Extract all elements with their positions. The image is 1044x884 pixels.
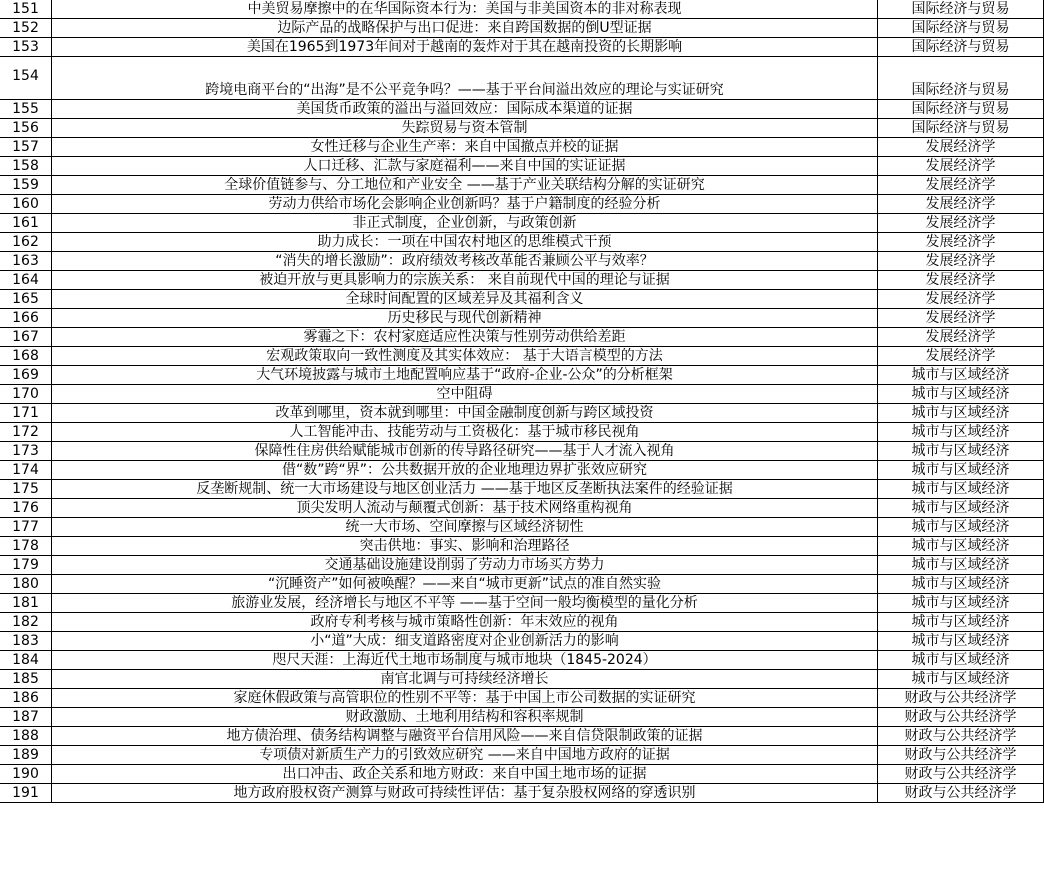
table-row [0, 575, 1044, 594]
table-row [0, 195, 1044, 214]
row-number-cell: 175 [0, 480, 52, 499]
row-number-cell: 182 [0, 613, 52, 632]
table-row [0, 233, 1044, 252]
paper-title-cell: 跨境电商平台的“出海”是不公平竞争吗？——基于平台间溢出效应的理论与实证研究 [52, 57, 878, 100]
paper-title-cell: 咫尺天涯：上海近代土地市场制度与城市地块（1845-2024） [52, 651, 878, 670]
category-cell: 城市与区域经济 [878, 670, 1044, 689]
paper-title-cell: 保障性住房供给赋能城市创新的传导路径研究——基于人才流入视角 [52, 442, 878, 461]
table-row [0, 366, 1044, 385]
row-number-cell: 171 [0, 404, 52, 423]
row-number-cell: 160 [0, 195, 52, 214]
row-number-cell: 173 [0, 442, 52, 461]
table-row [0, 746, 1044, 765]
paper-title-cell: 南官北调与可持续经济增长 [52, 670, 878, 689]
category-cell: 发展经济学 [878, 271, 1044, 290]
row-number-cell: 158 [0, 157, 52, 176]
table-row [0, 119, 1044, 138]
category-cell: 财政与公共经济学 [878, 784, 1044, 803]
paper-title-cell: 家庭休假政策与高管职位的性别不平等：基于中国上市公司数据的实证研究 [52, 689, 878, 708]
category-cell: 城市与区域经济 [878, 594, 1044, 613]
table-row [0, 100, 1044, 119]
row-number-cell: 169 [0, 366, 52, 385]
category-cell: 城市与区域经济 [878, 613, 1044, 632]
row-number-cell: 183 [0, 632, 52, 651]
table-row [0, 689, 1044, 708]
paper-title-cell: 边际产品的战略保护与出口促进：来自跨国数据的倒U型证据 [52, 19, 878, 38]
category-cell: 财政与公共经济学 [878, 689, 1044, 708]
row-number-cell: 184 [0, 651, 52, 670]
category-cell: 发展经济学 [878, 233, 1044, 252]
table-row [0, 252, 1044, 271]
paper-title-cell: 大气环境披露与城市土地配置响应基于“政府-企业-公众”的分析框架 [52, 366, 878, 385]
category-cell: 城市与区域经济 [878, 442, 1044, 461]
category-cell: 城市与区域经济 [878, 461, 1044, 480]
table-row [0, 480, 1044, 499]
paper-title-cell: 交通基础设施建设削弱了劳动力市场买方势力 [52, 556, 878, 575]
row-number-cell: 164 [0, 271, 52, 290]
table-row [0, 518, 1044, 537]
paper-title-cell: 失踪贸易与资本管制 [52, 119, 878, 138]
category-cell: 发展经济学 [878, 290, 1044, 309]
category-cell: 发展经济学 [878, 176, 1044, 195]
table-row [0, 765, 1044, 784]
table-row [0, 157, 1044, 176]
category-cell: 城市与区域经济 [878, 537, 1044, 556]
paper-title-cell: 出口冲击、政企关系和地方财政：来自中国土地市场的证据 [52, 765, 878, 784]
category-cell: 城市与区域经济 [878, 499, 1044, 518]
table-row [0, 442, 1044, 461]
category-cell: 发展经济学 [878, 328, 1044, 347]
category-cell: 城市与区域经济 [878, 632, 1044, 651]
row-number-cell: 188 [0, 727, 52, 746]
paper-title-cell: 被迫开放与更具影响力的宗族关系： 来自前现代中国的理论与证据 [52, 271, 878, 290]
row-number-cell: 181 [0, 594, 52, 613]
category-cell: 国际经济与贸易 [878, 38, 1044, 57]
table-row [0, 670, 1044, 689]
row-number-cell: 191 [0, 784, 52, 803]
paper-title-cell: 政府专利考核与城市策略性创新：年末效应的视角 [52, 613, 878, 632]
table-row [0, 271, 1044, 290]
paper-title-cell: 中美贸易摩擦中的在华国际资本行为：美国与非美国资本的非对称表现 [52, 0, 878, 19]
row-number-cell: 189 [0, 746, 52, 765]
category-cell: 国际经济与贸易 [878, 19, 1044, 38]
row-number-cell: 161 [0, 214, 52, 233]
table-row [0, 19, 1044, 38]
category-cell: 财政与公共经济学 [878, 765, 1044, 784]
paper-title-cell: “消失的增长激励”：政府绩效考核改革能否兼顾公平与效率？ [52, 252, 878, 271]
table-row [0, 138, 1044, 157]
row-number-cell: 156 [0, 119, 52, 138]
row-number-cell: 187 [0, 708, 52, 727]
row-number-cell: 185 [0, 670, 52, 689]
paper-title-cell: 宏观政策取向一致性测度及其实体效应： 基于大语言模型的方法 [52, 347, 878, 366]
table-row [0, 708, 1044, 727]
paper-title-cell: 顶尖发明人流动与颠覆式创新：基于技术网络重构视角 [52, 499, 878, 518]
row-number-cell: 162 [0, 233, 52, 252]
category-cell: 发展经济学 [878, 347, 1044, 366]
category-cell: 城市与区域经济 [878, 423, 1044, 442]
row-number-cell: 159 [0, 176, 52, 195]
category-cell: 发展经济学 [878, 157, 1044, 176]
table-row [0, 423, 1044, 442]
paper-title-cell: “沉睡资产”如何被唤醒？——来自“城市更新”试点的准自然实验 [52, 575, 878, 594]
paper-title-cell: 小“道”大成：细支道路密度对企业创新活力的影响 [52, 632, 878, 651]
paper-title-cell: 借“数”跨“界”：公共数据开放的企业地理边界扩张效应研究 [52, 461, 878, 480]
category-cell: 国际经济与贸易 [878, 100, 1044, 119]
category-cell: 城市与区域经济 [878, 366, 1044, 385]
row-number-cell: 170 [0, 385, 52, 404]
table-row [0, 651, 1044, 670]
category-cell: 发展经济学 [878, 214, 1044, 233]
row-number-cell: 153 [0, 38, 52, 57]
row-number-cell: 163 [0, 252, 52, 271]
paper-title-cell: 统一大市场、空间摩擦与区域经济韧性 [52, 518, 878, 537]
paper-title-cell: 改革到哪里，资本就到哪里：中国金融制度创新与跨区域投资 [52, 404, 878, 423]
category-cell: 财政与公共经济学 [878, 708, 1044, 727]
table-row [0, 613, 1044, 632]
paper-title-cell: 美国在1965到1973年间对于越南的轰炸对于其在越南投资的长期影响 [52, 38, 878, 57]
paper-title-cell: 财政激励、土地利用结构和容积率规制 [52, 708, 878, 727]
paper-title-cell: 非正式制度，企业创新，与政策创新 [52, 214, 878, 233]
paper-title-cell: 劳动力供给市场化会影响企业创新吗？基于户籍制度的经验分析 [52, 195, 878, 214]
category-cell: 城市与区域经济 [878, 518, 1044, 537]
category-cell: 城市与区域经济 [878, 385, 1044, 404]
row-number-cell: 177 [0, 518, 52, 537]
table-row [0, 57, 1044, 100]
table-row [0, 556, 1044, 575]
paper-title-cell: 突击供地：事实、影响和治理路径 [52, 537, 878, 556]
table-row [0, 176, 1044, 195]
category-cell: 发展经济学 [878, 195, 1044, 214]
row-number-cell: 180 [0, 575, 52, 594]
table-row [0, 499, 1044, 518]
paper-title-cell: 旅游业发展，经济增长与地区不平等 ——基于空间一般均衡模型的量化分析 [52, 594, 878, 613]
table-row [0, 461, 1044, 480]
row-number-cell: 172 [0, 423, 52, 442]
paper-title-cell: 全球价值链参与、分工地位和产业安全 ——基于产业关联结构分解的实证研究 [52, 176, 878, 195]
table-row [0, 385, 1044, 404]
row-number-cell: 154 [0, 57, 52, 100]
category-cell: 国际经济与贸易 [878, 119, 1044, 138]
paper-title-cell: 助力成长：一项在中国农村地区的思维模式干预 [52, 233, 878, 252]
row-number-cell: 157 [0, 138, 52, 157]
table-row [0, 404, 1044, 423]
table-row [0, 214, 1044, 233]
row-number-cell: 168 [0, 347, 52, 366]
paper-title-cell: 雾霾之下：农村家庭适应性决策与性别劳动供给差距 [52, 328, 878, 347]
table-row [0, 594, 1044, 613]
category-cell: 城市与区域经济 [878, 480, 1044, 499]
row-number-cell: 186 [0, 689, 52, 708]
category-cell: 发展经济学 [878, 138, 1044, 157]
paper-title-cell: 人口迁移、汇款与家庭福利——来自中国的实证证据 [52, 157, 878, 176]
row-number-cell: 166 [0, 309, 52, 328]
row-number-cell: 152 [0, 19, 52, 38]
paper-title-cell: 地方政府股权资产测算与财政可持续性评估：基于复杂股权网络的穿透识别 [52, 784, 878, 803]
category-cell: 财政与公共经济学 [878, 727, 1044, 746]
paper-title-cell: 女性迁移与企业生产率：来自中国撤点并校的证据 [52, 138, 878, 157]
table-row [0, 632, 1044, 651]
row-number-cell: 179 [0, 556, 52, 575]
paper-title-cell: 历史移民与现代创新精神 [52, 309, 878, 328]
row-number-cell: 174 [0, 461, 52, 480]
table-row [0, 328, 1044, 347]
table-row [0, 0, 1044, 19]
row-number-cell: 165 [0, 290, 52, 309]
paper-title-cell: 空中阻碍 [52, 385, 878, 404]
category-cell: 国际经济与贸易 [878, 0, 1044, 19]
category-cell: 财政与公共经济学 [878, 746, 1044, 765]
row-number-cell: 176 [0, 499, 52, 518]
paper-title-cell: 地方债治理、债务结构调整与融资平台信用风险——来自信贷限制政策的证据 [52, 727, 878, 746]
row-number-cell: 178 [0, 537, 52, 556]
row-number-cell: 155 [0, 100, 52, 119]
row-number-cell: 151 [0, 0, 52, 19]
table-row [0, 537, 1044, 556]
row-number-cell: 167 [0, 328, 52, 347]
paper-title-cell: 美国货币政策的溢出与溢回效应：国际成本渠道的证据 [52, 100, 878, 119]
paper-title-cell: 全球时间配置的区域差异及其福利含义 [52, 290, 878, 309]
category-cell: 发展经济学 [878, 252, 1044, 271]
category-cell: 城市与区域经济 [878, 556, 1044, 575]
category-cell: 发展经济学 [878, 309, 1044, 328]
table-row [0, 727, 1044, 746]
table-row [0, 290, 1044, 309]
paper-title-cell: 人工智能冲击、技能劳动与工资极化：基于城市移民视角 [52, 423, 878, 442]
paper-title-cell: 反垄断规制、统一大市场建设与地区创业活力 ——基于地区反垄断执法案件的经验证据 [52, 480, 878, 499]
category-cell: 城市与区域经济 [878, 651, 1044, 670]
table-row [0, 347, 1044, 366]
category-cell: 国际经济与贸易 [878, 57, 1044, 100]
table-row [0, 309, 1044, 328]
table-row [0, 784, 1044, 803]
category-cell: 城市与区域经济 [878, 575, 1044, 594]
table-row [0, 38, 1044, 57]
row-number-cell: 190 [0, 765, 52, 784]
paper-title-cell: 专项债对新质生产力的引致效应研究 ——来自中国地方政府的证据 [52, 746, 878, 765]
category-cell: 城市与区域经济 [878, 404, 1044, 423]
